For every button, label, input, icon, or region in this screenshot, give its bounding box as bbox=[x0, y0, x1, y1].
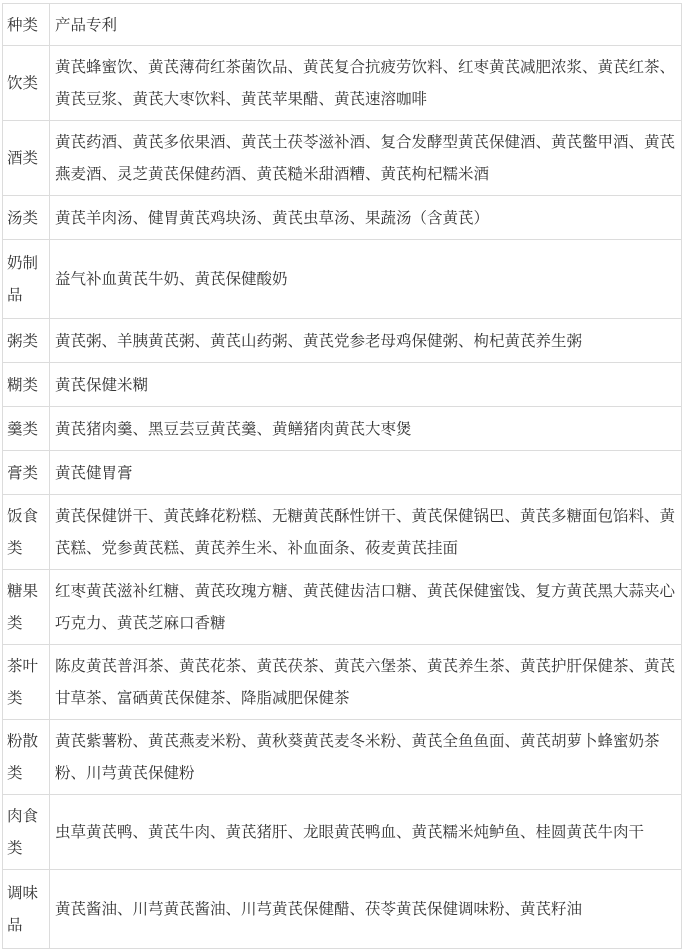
category-cell: 羹类 bbox=[3, 407, 50, 451]
table-row bbox=[3, 363, 682, 407]
products-cell: 黄芪酱油、川芎黄芪酱油、川芎黄芪保健醋、茯苓黄芪保健调味粉、黄芪籽油 bbox=[50, 870, 682, 949]
category-cell: 膏类 bbox=[3, 451, 50, 495]
category-cell: 奶制品 bbox=[3, 240, 50, 319]
table-row bbox=[3, 121, 682, 196]
header-category-cell: 种类 bbox=[3, 4, 50, 46]
products-cell: 黄芪健胃膏 bbox=[50, 451, 682, 495]
category-cell: 饭食类 bbox=[3, 495, 50, 570]
table-row bbox=[3, 196, 682, 240]
category-cell: 粥类 bbox=[3, 319, 50, 363]
products-cell: 黄芪粥、羊胰黄芪粥、黄芪山药粥、黄芪党参老母鸡保健粥、枸杞黄芪养生粥 bbox=[50, 319, 682, 363]
table-row bbox=[3, 495, 682, 570]
products-cell: 黄芪保健饼干、黄芪蜂花粉糕、无糖黄芪酥性饼干、黄芪保健锅巴、黄芪多糖面包馅料、黄芪糕、党参黄芪糕、黄芪养生米、补血面条、莜麦黄芪挂面 bbox=[50, 495, 682, 570]
products-cell: 黄芪猪肉羹、黑豆芸豆黄芪羹、黄鳝猪肉黄芪大枣煲 bbox=[50, 407, 682, 451]
table-row bbox=[3, 870, 682, 949]
table-row bbox=[3, 46, 682, 121]
table-row bbox=[3, 720, 682, 795]
table-row bbox=[3, 645, 682, 720]
header-products-cell: 产品专利 bbox=[50, 4, 682, 46]
table-header-row bbox=[3, 4, 682, 46]
products-cell: 黄芪羊肉汤、健胃黄芪鸡块汤、黄芪虫草汤、果蔬汤（含黄芪） bbox=[50, 196, 682, 240]
category-cell: 汤类 bbox=[3, 196, 50, 240]
products-cell: 黄芪药酒、黄芪多依果酒、黄芪土茯苓滋补酒、复合发酵型黄芪保健酒、黄芪鳖甲酒、黄芪燕麦酒、灵芝黄芪保健药酒、黄芪糙米甜酒糟、黄芪枸杞糯米酒 bbox=[50, 121, 682, 196]
table-row bbox=[3, 240, 682, 319]
category-cell: 茶叶类 bbox=[3, 645, 50, 720]
table-row bbox=[3, 451, 682, 495]
products-cell: 黄芪紫薯粉、黄芪燕麦米粉、黄秋葵黄芪麦冬米粉、黄芪全鱼鱼面、黄芪胡萝卜蜂蜜奶茶粉、川芎黄芪保健粉 bbox=[50, 720, 682, 795]
products-cell: 黄芪蜂蜜饮、黄芪薄荷红茶菌饮品、黄芪复合抗疲劳饮料、红枣黄芪减肥浓浆、黄芪红茶、黄芪豆浆、黄芪大枣饮料、黄芪苹果醋、黄芪速溶咖啡 bbox=[50, 46, 682, 121]
category-cell: 调味品 bbox=[3, 870, 50, 949]
category-cell: 粉散类 bbox=[3, 720, 50, 795]
products-cell: 益气补血黄芪牛奶、黄芪保健酸奶 bbox=[50, 240, 682, 319]
category-cell: 酒类 bbox=[3, 121, 50, 196]
category-cell: 糊类 bbox=[3, 363, 50, 407]
table-row bbox=[3, 795, 682, 870]
products-cell: 黄芪保健米糊 bbox=[50, 363, 682, 407]
category-cell: 肉食类 bbox=[3, 795, 50, 870]
table-row bbox=[3, 407, 682, 451]
table-row bbox=[3, 319, 682, 363]
table-row bbox=[3, 570, 682, 645]
products-cell: 陈皮黄芪普洱茶、黄芪花茶、黄芪茯茶、黄芪六堡茶、黄芪养生茶、黄芪护肝保健茶、黄芪甘草茶、富硒黄芪保健茶、降脂减肥保健茶 bbox=[50, 645, 682, 720]
products-cell: 虫草黄芪鸭、黄芪牛肉、黄芪猪肝、龙眼黄芪鸭血、黄芪糯米炖鲈鱼、桂圆黄芪牛肉干 bbox=[50, 795, 682, 870]
products-cell: 红枣黄芪滋补红糖、黄芪玫瑰方糖、黄芪健齿洁口糖、黄芪保健蜜饯、复方黄芪黑大蒜夹心巧克力、黄芪芝麻口香糖 bbox=[50, 570, 682, 645]
patent-table bbox=[2, 3, 682, 949]
category-cell: 糖果类 bbox=[3, 570, 50, 645]
category-cell: 饮类 bbox=[3, 46, 50, 121]
